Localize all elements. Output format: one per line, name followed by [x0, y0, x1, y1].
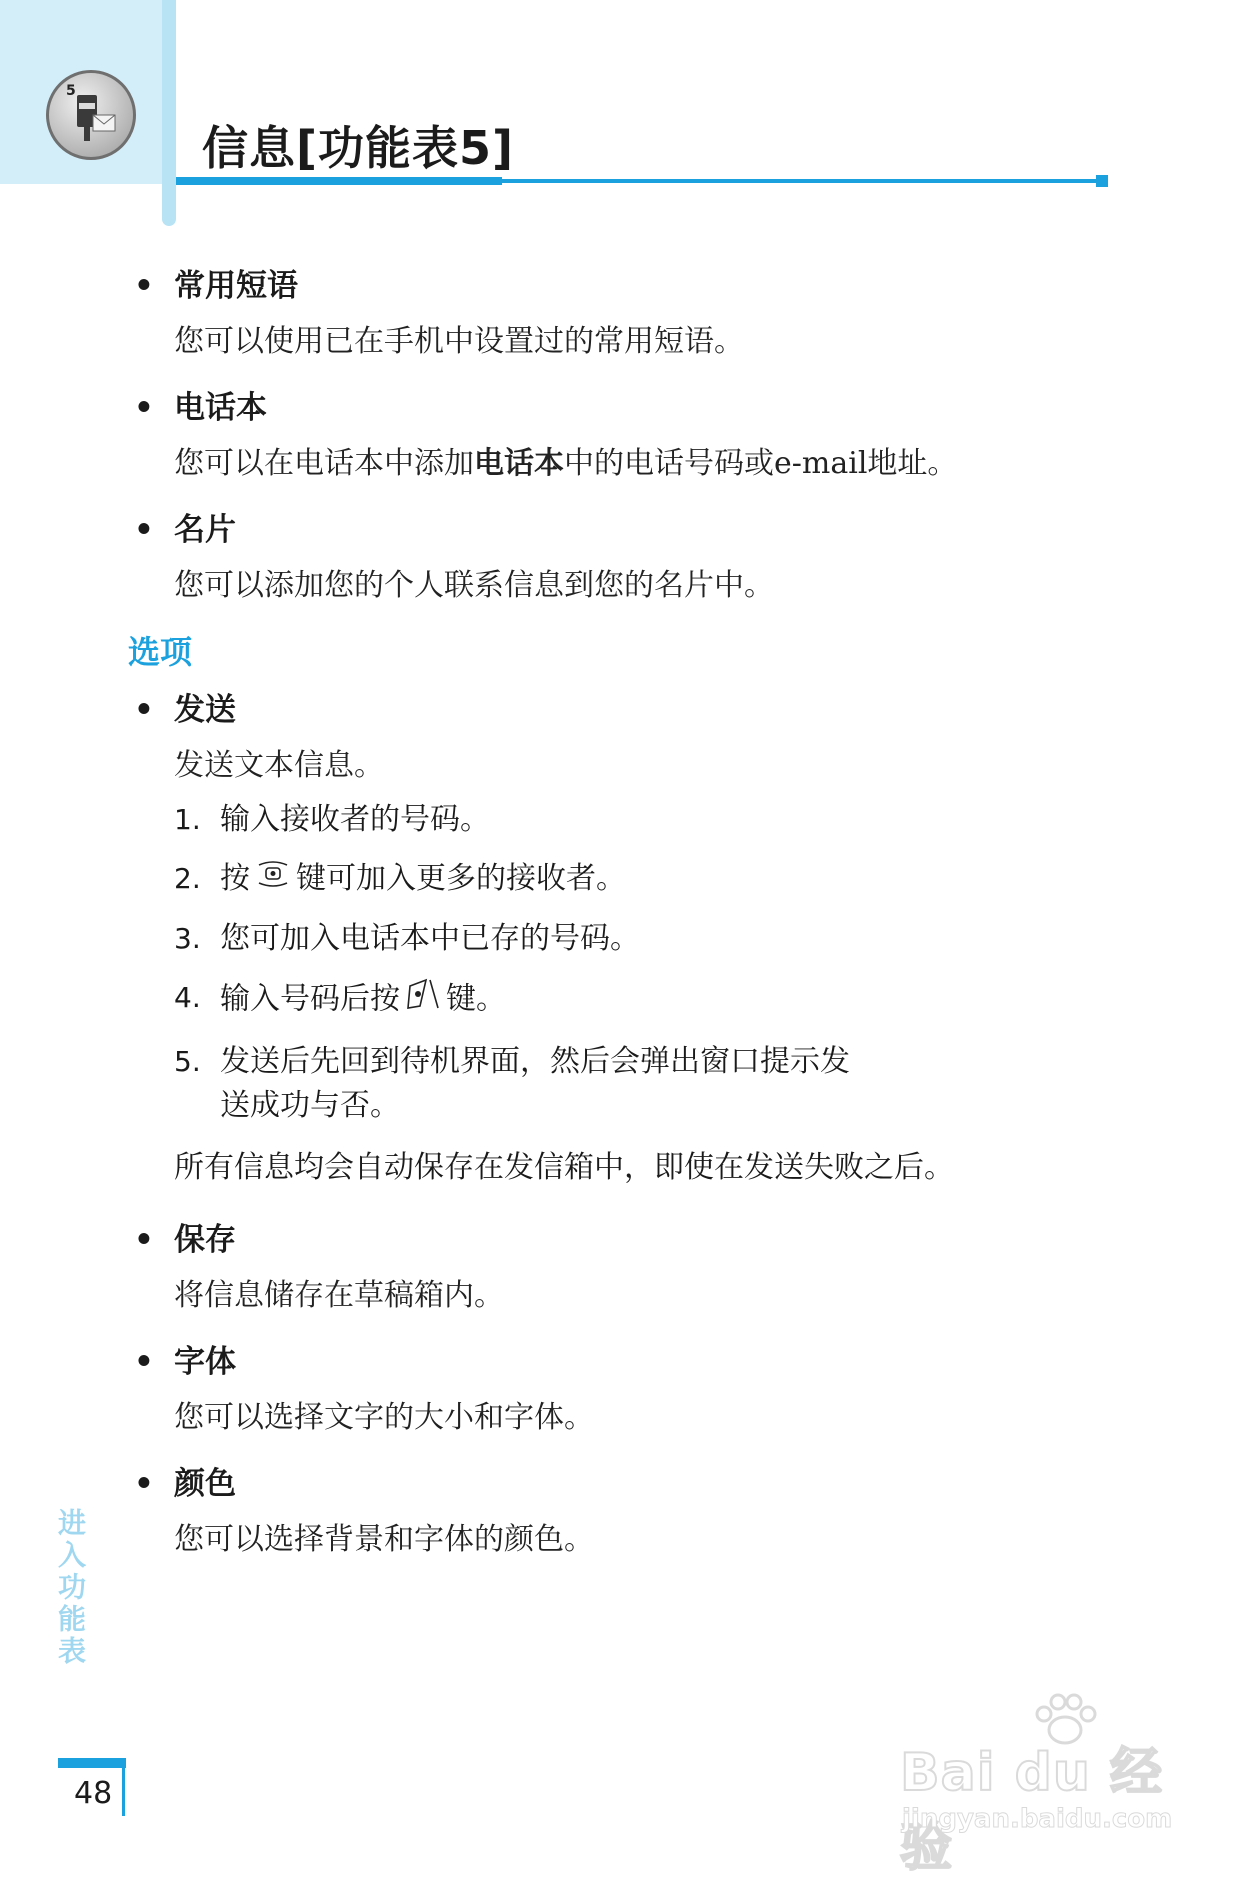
bullet-icon: •	[134, 512, 154, 548]
title-underline-accent	[176, 177, 502, 185]
watermark	[900, 1700, 1190, 1878]
bullet-icon: •	[134, 268, 154, 304]
item-description	[174, 442, 1130, 486]
item-heading: 名片	[174, 512, 236, 548]
item-heading: 字体	[174, 1344, 236, 1380]
list-item	[130, 1464, 1130, 1562]
step-text: 您可加入电话本中已存的号码。	[220, 921, 640, 956]
page-number: 48	[74, 1776, 113, 1811]
item-heading: 颜色	[174, 1466, 236, 1502]
list-item	[130, 266, 1130, 364]
item-description: 您可以使用已在手机中设置过的常用短语。	[174, 324, 744, 359]
desc-bold-term: 电话本	[474, 446, 564, 481]
item-heading: 发送	[174, 692, 236, 728]
header-vertical-rule	[162, 0, 176, 226]
step-text: 发送后先回到待机界面，然后会弹出窗口提示发送成功与否。	[220, 1044, 850, 1123]
item-description: 您可以选择背景和字体的颜色。	[174, 1522, 594, 1557]
item-description: 您可以选择文字的大小和字体。	[174, 1400, 594, 1435]
step-text: 键可加入更多的接收者。	[296, 861, 626, 896]
step-item	[174, 917, 1130, 961]
chapter-number: 5	[66, 83, 76, 99]
step-item	[174, 976, 1130, 1025]
step-item	[174, 798, 1130, 842]
step-text: 输入号码后按	[220, 981, 400, 1017]
desc-text: 中的电话号码或e-mail地址。	[564, 446, 958, 481]
step-number: 1.	[174, 803, 201, 836]
main-content	[130, 266, 1130, 1586]
item-description: 您可以添加您的个人联系信息到您的名片中。	[174, 568, 774, 603]
bullet-icon: •	[134, 692, 154, 728]
bullet-icon: •	[134, 1344, 154, 1380]
page-number-rule	[122, 1758, 125, 1816]
list-item	[130, 690, 1130, 1190]
step-item	[174, 857, 1130, 902]
bullet-icon: •	[134, 1466, 154, 1502]
item-heading: 电话本	[174, 390, 267, 426]
step-number: 3.	[174, 922, 201, 955]
list-item	[130, 388, 1130, 486]
list-item	[130, 1342, 1130, 1440]
desc-text: 您可以在电话本中添加	[174, 446, 474, 481]
mailbox-icon	[46, 70, 136, 160]
bullet-icon: •	[134, 1222, 154, 1258]
step-text: 按	[220, 861, 250, 896]
send-note: 所有信息均会自动保存在发信箱中，即使在发送失败之后。	[174, 1150, 954, 1185]
phone-book-key-icon	[256, 858, 290, 902]
step-text: 输入接收者的号码。	[220, 802, 490, 837]
list-item	[130, 1220, 1130, 1318]
list-item	[130, 510, 1130, 608]
ok-key-icon	[406, 976, 440, 1025]
step-number: 4.	[174, 981, 201, 1014]
item-heading: 常用短语	[174, 268, 298, 304]
step-list	[174, 798, 1130, 1128]
page-number-bar	[58, 1758, 126, 1768]
step-number: 5.	[174, 1045, 201, 1078]
section-title: 选项	[128, 633, 193, 671]
bullet-icon: •	[134, 390, 154, 426]
title-underline-end-marker	[1096, 175, 1108, 187]
step-text: 键。	[446, 981, 506, 1017]
watermark-text: Bai du 经验	[900, 1743, 1163, 1878]
item-description: 将信息储存在草稿箱内。	[174, 1278, 504, 1313]
watermark-url: jingyan.baidu.com	[902, 1804, 1173, 1834]
step-item	[174, 1040, 860, 1128]
step-number: 2.	[174, 862, 201, 895]
item-heading: 保存	[174, 1222, 236, 1258]
page-title: 信息[功能表5]	[202, 121, 515, 175]
item-description: 发送文本信息。	[174, 748, 384, 783]
side-section-label: 进入功能表	[54, 1508, 87, 1668]
